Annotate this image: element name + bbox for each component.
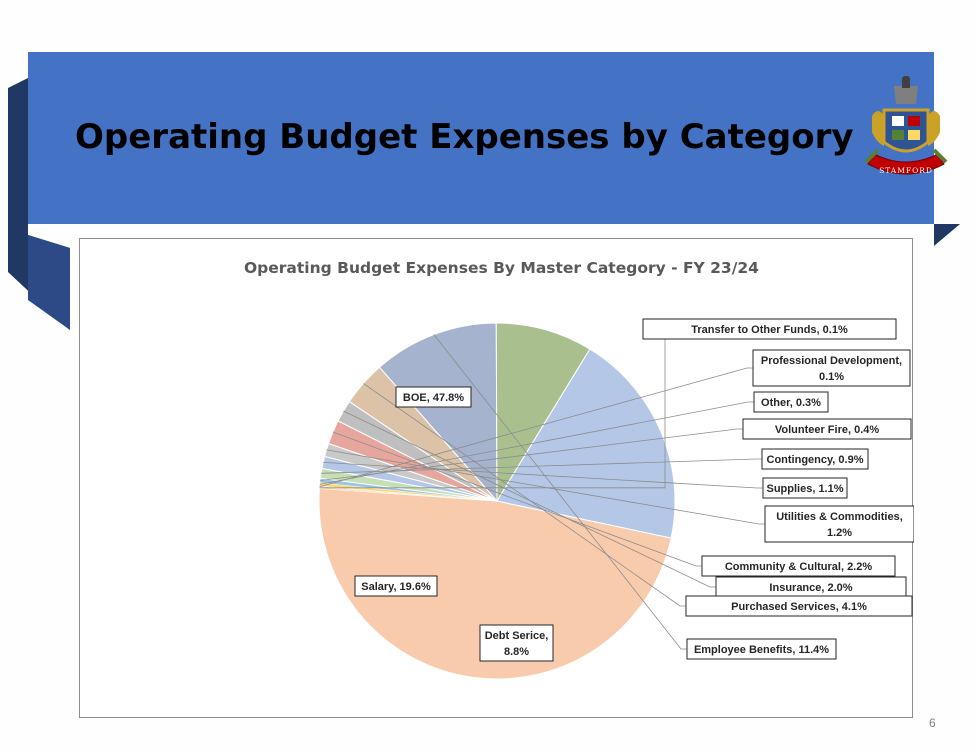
city-seal-logo: [858, 76, 954, 186]
data-label-7: Utilities & Commodities, 1.2%: [776, 511, 903, 539]
data-label-9: Insurance, 2.0%: [769, 582, 853, 594]
data-label-6: Supplies, 1.1%: [766, 483, 844, 495]
data-label-11: Employee Benefits, 11.4%: [693, 644, 830, 656]
data-label-8: Community & Cultural, 2.2%: [724, 561, 873, 573]
data-label-12: Debt Serice, 8.8%: [484, 630, 549, 658]
chart-title: Operating Budget Expenses By Master Category - FY 23/24: [244, 259, 759, 277]
logo-text: STAMFORD: [879, 166, 933, 175]
data-label-0: BOE, 47.8%: [402, 392, 465, 404]
data-label-2: Professional Development, 0.1%: [760, 355, 903, 383]
page-number: 6: [929, 716, 936, 730]
data-label-10: Purchased Services, 4.1%: [731, 601, 867, 613]
data-label-3: Other, 0.3%: [761, 397, 821, 409]
pie-chart: [80, 239, 914, 719]
data-label-1: Transfer to Other Funds, 0.1%: [691, 324, 848, 336]
data-label-13: Salary, 19.6%: [361, 581, 431, 593]
slide-title: Operating Budget Expenses by Category: [75, 117, 854, 157]
data-label-5: Contingency, 0.9%: [766, 454, 864, 466]
chart-frame: [79, 238, 913, 718]
data-label-4: Volunteer Fire, 0.4%: [774, 424, 880, 436]
